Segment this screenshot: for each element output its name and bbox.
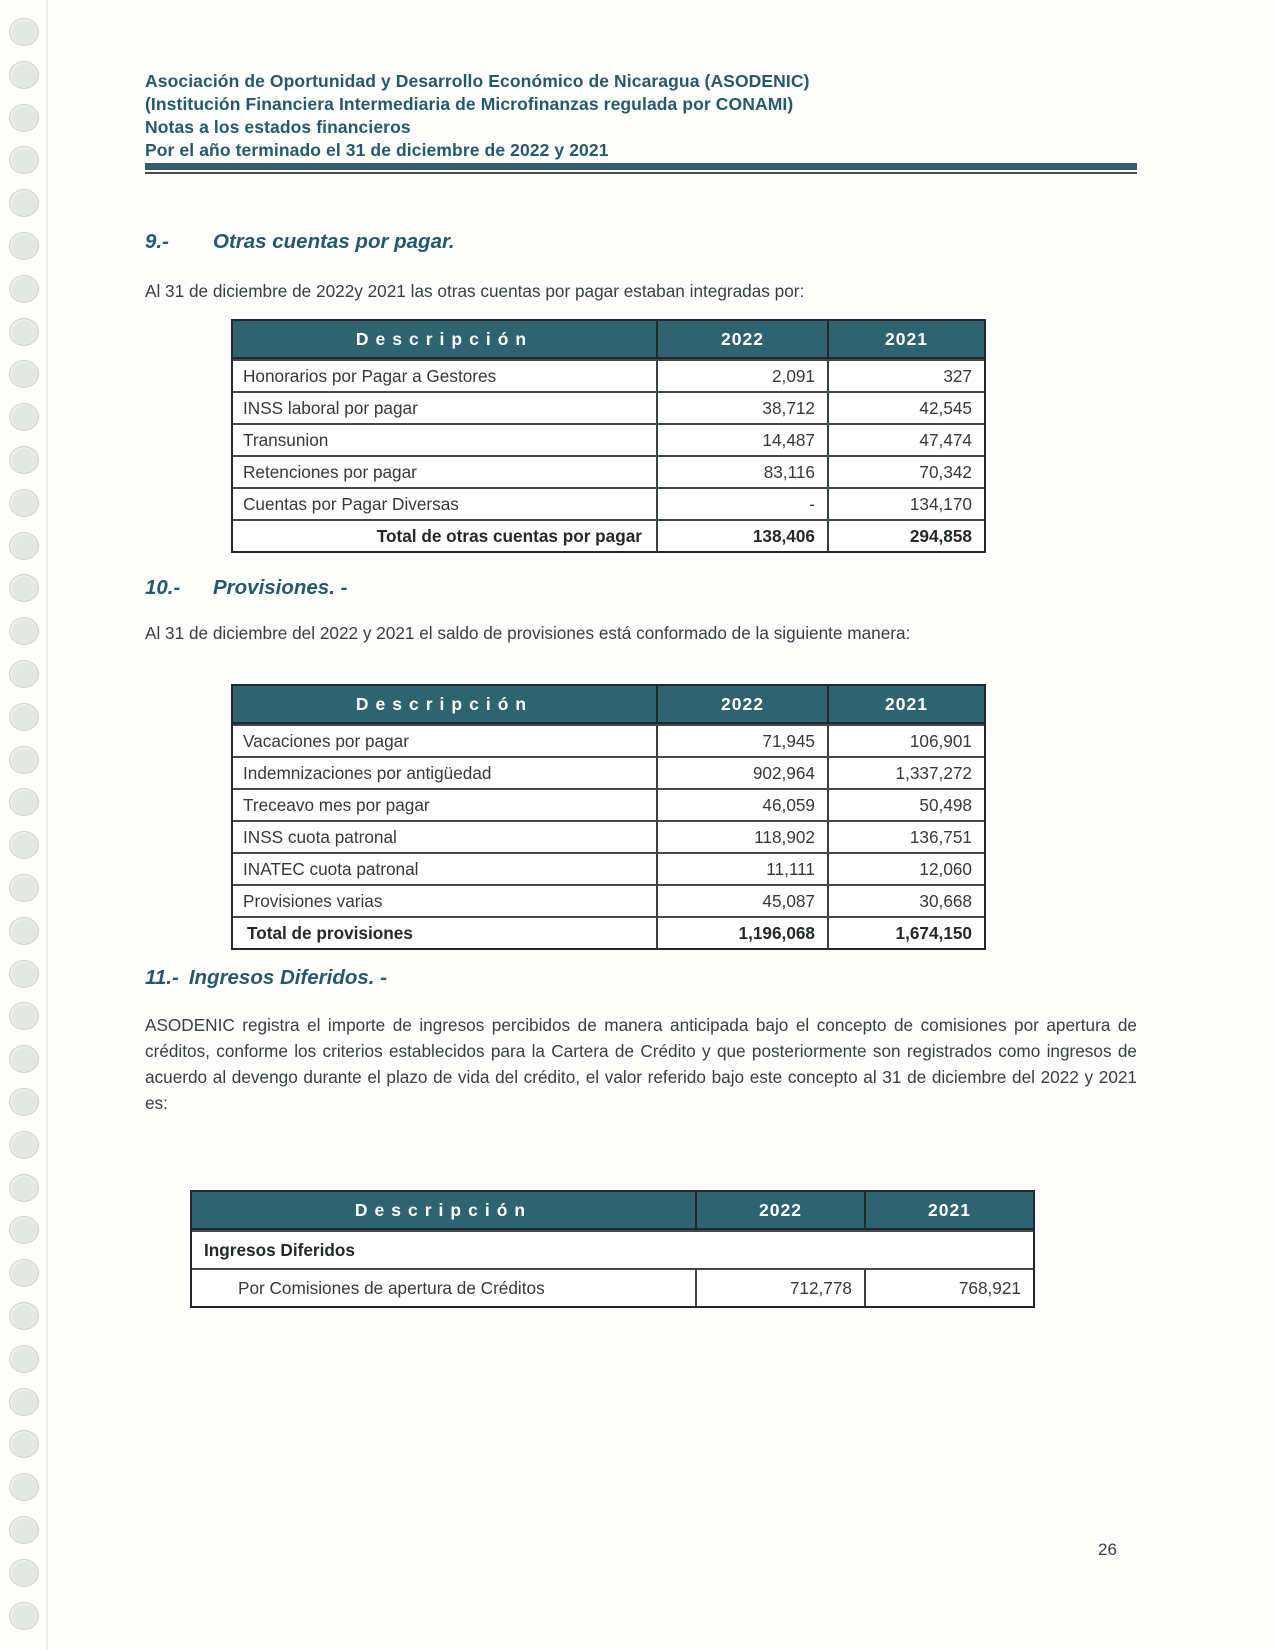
binding-hole	[9, 1516, 39, 1544]
binding-hole	[9, 660, 39, 688]
table-row: Cuentas por Pagar Diversas - 134,170	[233, 487, 984, 519]
binding-hole	[9, 104, 39, 132]
column-header-2022: 2022	[656, 686, 827, 722]
binding-hole	[9, 1045, 39, 1073]
section-10-intro: Al 31 de diciembre del 2022 y 2021 el saldo de provisiones está conformado de la siguiente manera:	[145, 623, 911, 643]
binding-hole	[9, 746, 39, 774]
column-header-2021: 2021	[827, 686, 984, 722]
table-row: Transunion 14,487 47,474	[233, 423, 984, 455]
table-row: INATEC cuota patronal 11,111 12,060	[233, 852, 984, 884]
binding-hole	[9, 1345, 39, 1373]
binding-hole	[9, 960, 39, 988]
binding-hole	[9, 1602, 39, 1630]
binding-hole	[9, 532, 39, 560]
header-line-1: Asociación de Oportunidad y Desarrollo Económico de Nicaragua (ASODENIC)	[145, 71, 810, 91]
binding-hole	[9, 1131, 39, 1159]
table-otras-cuentas-por-pagar	[231, 319, 986, 553]
binding-hole	[9, 489, 39, 517]
section-10-heading	[145, 576, 347, 600]
group-label: Ingresos Diferidos	[204, 1240, 355, 1260]
section-11-intro: ASODENIC registra el importe de ingresos percibidos de manera anticipada bajo el concepto de comisiones por apertura de créditos, conforme los criterios establecidos para la Cartera de Crédito y que posteriormente son registrados como ingresos de acuerdo al devengo durante el plazo de vida del crédito, el valor referido bajo este concepto al 31 de diciembre del 2022 y 2021 es:	[145, 1015, 1137, 1113]
binding-hole	[9, 1002, 39, 1030]
binding-hole	[9, 917, 39, 945]
binding-hole	[9, 232, 39, 260]
section-10-number: 10.-	[145, 576, 181, 599]
binding-hole	[9, 703, 39, 731]
binding-hole	[9, 146, 39, 174]
binding-hole	[9, 61, 39, 89]
table-row: Retenciones por pagar 83,116 70,342	[233, 455, 984, 487]
binding-hole	[9, 788, 39, 816]
page-number: 26	[1098, 1540, 1117, 1559]
binding-hole	[9, 1216, 39, 1244]
column-header-descripcion: Descripción	[354, 1199, 533, 1220]
binding-hole	[9, 360, 39, 388]
binding-hole	[9, 831, 39, 859]
section-9-number: 9.-	[145, 230, 169, 253]
binding-hole	[9, 1430, 39, 1458]
column-header-2022: 2022	[656, 321, 827, 357]
binding-hole	[9, 1302, 39, 1330]
table-row: Provisiones varias 45,087 30,668	[233, 884, 984, 916]
binding-hole	[9, 189, 39, 217]
table-header-row	[192, 1192, 1033, 1230]
binding-hole	[9, 574, 39, 602]
section-9-title: Otras cuentas por pagar.	[213, 230, 455, 253]
table-row: Honorarios por Pagar a Gestores 2,091 327	[233, 359, 984, 391]
column-header-2022: 2022	[695, 1192, 864, 1228]
binding-hole	[9, 617, 39, 645]
page-edge-shadow	[46, 0, 48, 1650]
table-total-row: Total de otras cuentas por pagar 138,406 294,858	[233, 519, 984, 551]
table-row: Vacaciones por pagar 71,945 106,901	[233, 724, 984, 756]
table-header-row	[233, 321, 984, 359]
header-divider-rule	[145, 163, 1137, 174]
section-11-title: Ingresos Diferidos. -	[188, 966, 388, 989]
binding-hole	[9, 874, 39, 902]
table-row: Por Comisiones de apertura de Créditos 712,778 768,921	[192, 1268, 1033, 1306]
document-header	[145, 70, 1140, 162]
header-line-3: Notas a los estados financieros	[145, 117, 411, 137]
table-ingresos-diferidos	[190, 1190, 1035, 1308]
section-11-heading	[145, 966, 387, 990]
binding-hole	[9, 18, 39, 46]
column-header-2021: 2021	[827, 321, 984, 357]
section-11-number: 11.-	[145, 966, 179, 989]
table-provisiones	[231, 684, 986, 950]
column-header-descripcion: Descripción	[355, 693, 534, 714]
binding-hole	[9, 1388, 39, 1416]
table-row: INSS cuota patronal 118,902 136,751	[233, 820, 984, 852]
table-header-row	[233, 686, 984, 724]
column-header-descripcion: Descripción	[355, 328, 534, 349]
binding-hole	[9, 446, 39, 474]
binding-hole	[9, 1174, 39, 1202]
binding-hole	[9, 1559, 39, 1587]
header-line-2: (Institución Financiera Intermediaria de Microfinanzas regulada por CONAMI)	[145, 94, 794, 114]
binding-hole	[9, 318, 39, 346]
binding-hole	[9, 1259, 39, 1287]
section-9-intro: Al 31 de diciembre de 2022y 2021 las otras cuentas por pagar estaban integradas por:	[145, 281, 805, 301]
binding-hole	[9, 275, 39, 303]
table-row: Indemnizaciones por antigüedad 902,964 1,337,272	[233, 756, 984, 788]
spiral-binding-holes	[0, 0, 60, 1650]
header-line-4: Por el año terminado el 31 de diciembre de 2022 y 2021	[145, 140, 609, 160]
binding-hole	[9, 1473, 39, 1501]
section-10-title: Provisiones. -	[213, 576, 348, 599]
table-group-row	[192, 1230, 1033, 1268]
table-row: INSS laboral por pagar 38,712 42,545	[233, 391, 984, 423]
column-header-2021: 2021	[864, 1192, 1033, 1228]
binding-hole	[9, 403, 39, 431]
table-row: Treceavo mes por pagar 46,059 50,498	[233, 788, 984, 820]
table-total-row: Total de provisiones 1,196,068 1,674,150	[233, 916, 984, 948]
binding-hole	[9, 1088, 39, 1116]
section-9-heading	[145, 230, 455, 254]
